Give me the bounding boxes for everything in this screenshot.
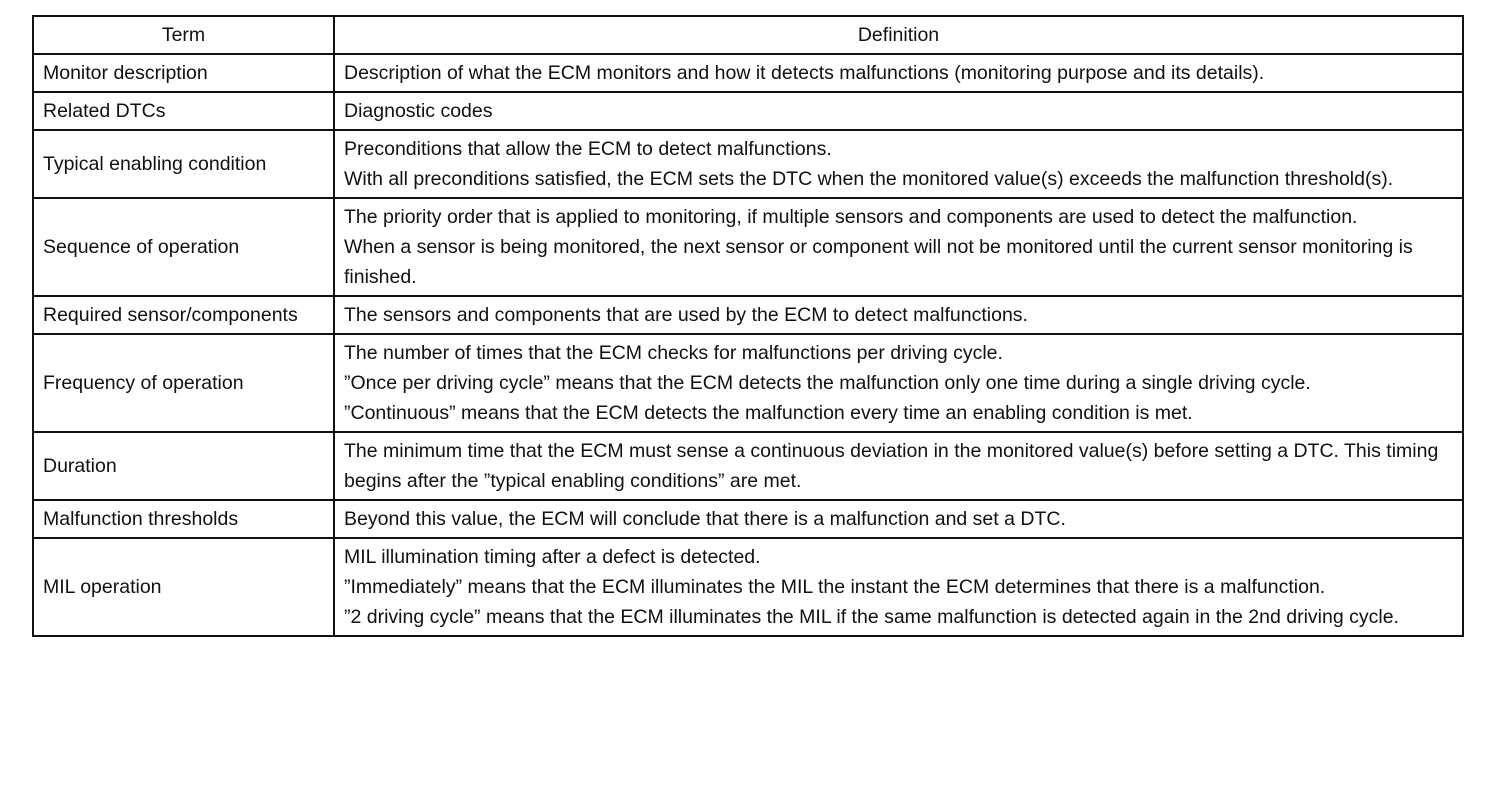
term-cell: Frequency of operation xyxy=(33,334,334,432)
definition-cell xyxy=(334,334,1463,432)
definition-line: MIL illumination timing after a defect is detected. xyxy=(344,546,761,568)
definition-line: The number of times that the ECM checks for malfunctions per driving cycle. xyxy=(344,342,1003,364)
definition-cell xyxy=(334,198,1463,296)
term-cell: Duration xyxy=(33,432,334,500)
term-cell: Monitor description xyxy=(33,54,334,92)
table-body xyxy=(33,54,1463,636)
table-row xyxy=(33,334,1463,432)
table-row xyxy=(33,296,1463,334)
definition-line: The sensors and components that are used by the ECM to detect malfunctions. xyxy=(344,304,1028,326)
table-row xyxy=(33,538,1463,636)
definition-line: When a sensor is being monitored, the next sensor or component will not be monitored until the current sensor monitoring is finished. xyxy=(344,236,1413,288)
definition-line: ”Once per driving cycle” means that the ECM detects the malfunction only one time during a single driving cycle. xyxy=(344,372,1311,394)
table-row xyxy=(33,198,1463,296)
definition-line: ”Immediately” means that the ECM illuminates the MIL the instant the ECM determines that there is a malfunction. xyxy=(344,576,1326,598)
definition-cell xyxy=(334,296,1463,334)
table-header xyxy=(33,16,1463,54)
definition-line: ”2 driving cycle” means that the ECM illuminates the MIL if the same malfunction is detected again in the 2nd driving cycle. xyxy=(344,606,1399,628)
definition-line: Diagnostic codes xyxy=(344,100,493,122)
term-cell: Malfunction thresholds xyxy=(33,500,334,538)
definition-cell xyxy=(334,54,1463,92)
definition-line: The priority order that is applied to monitoring, if multiple sensors and components are used to detect the malfunction. xyxy=(344,206,1358,228)
definition-cell xyxy=(334,432,1463,500)
definition-line: Beyond this value, the ECM will conclude that there is a malfunction and set a DTC. xyxy=(344,508,1066,530)
terms-table xyxy=(32,15,1464,637)
definition-cell xyxy=(334,92,1463,130)
term-cell: Sequence of operation xyxy=(33,198,334,296)
definition-cell xyxy=(334,130,1463,198)
table-row xyxy=(33,500,1463,538)
term-cell: Typical enabling condition xyxy=(33,130,334,198)
definition-line: The minimum time that the ECM must sense a continuous deviation in the monitored value(s) before setting a DTC. This timing begins after the ”typical enabling conditions” are met. xyxy=(344,440,1439,492)
term-cell: MIL operation xyxy=(33,538,334,636)
term-cell: Related DTCs xyxy=(33,92,334,130)
term-cell: Required sensor/components xyxy=(33,296,334,334)
table-row xyxy=(33,54,1463,92)
definition-line: Description of what the ECM monitors and how it detects malfunctions (monitoring purpose and its details). xyxy=(344,62,1265,84)
definition-line: With all preconditions satisfied, the ECM sets the DTC when the monitored value(s) exceeds the malfunction threshold(s). xyxy=(344,168,1394,190)
header-term: Term xyxy=(33,16,334,54)
header-row xyxy=(33,16,1463,54)
definition-cell xyxy=(334,500,1463,538)
definition-line: ”Continuous” means that the ECM detects the malfunction every time an enabling condition is met. xyxy=(344,402,1193,424)
definition-line: Preconditions that allow the ECM to detect malfunctions. xyxy=(344,138,832,160)
header-definition: Definition xyxy=(334,16,1463,54)
table-row xyxy=(33,92,1463,130)
table-row xyxy=(33,130,1463,198)
definition-cell xyxy=(334,538,1463,636)
table-row xyxy=(33,432,1463,500)
